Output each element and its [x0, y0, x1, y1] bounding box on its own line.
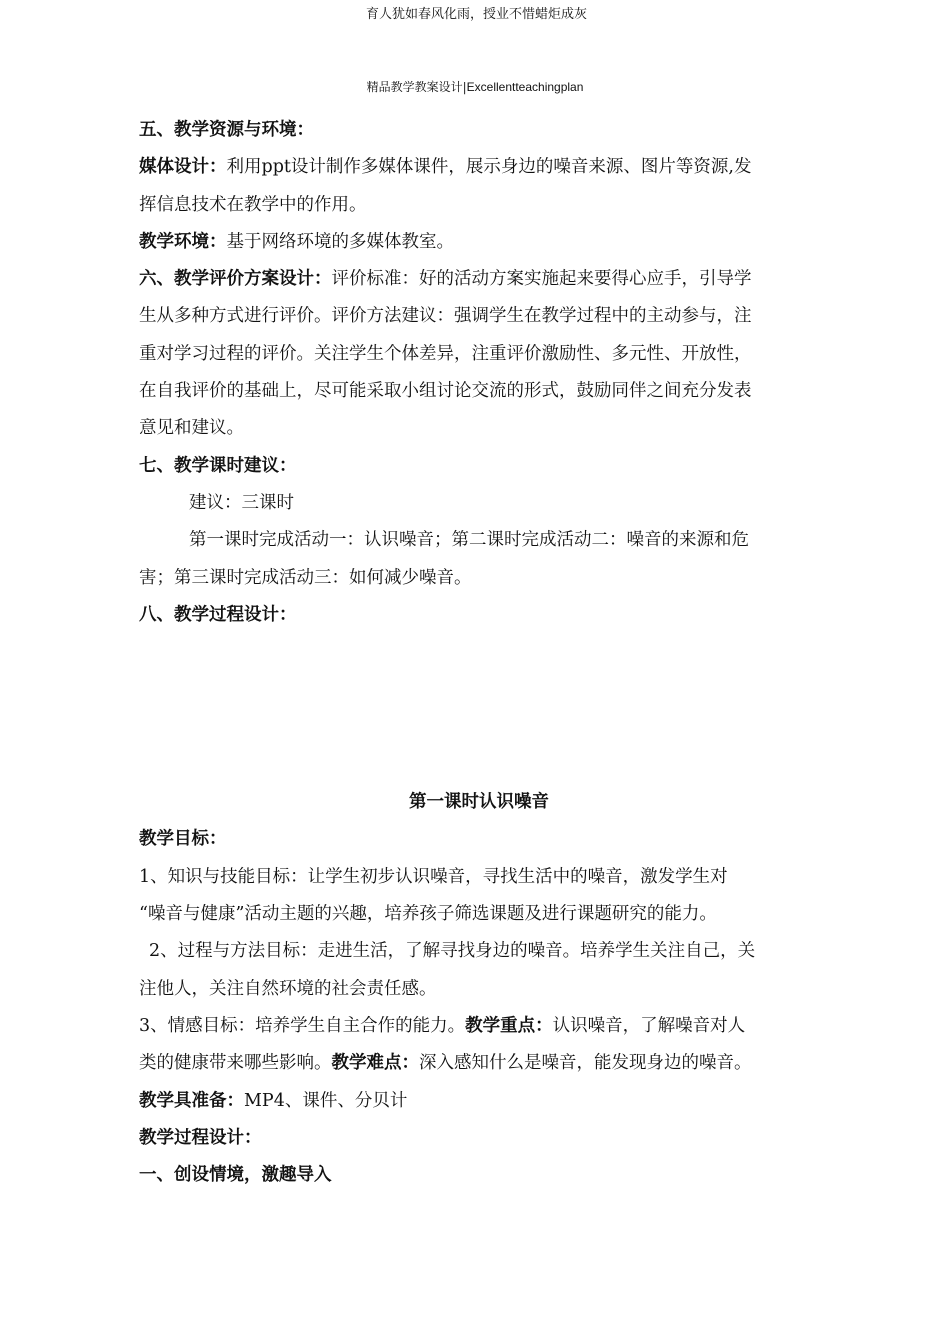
teaching-environment-label: 教学环境： [139, 231, 227, 252]
goal-1-line-1: 1、知识与技能目标：让学生初步认识噪音，寻找生活中的噪音，激发学生对 [139, 866, 728, 887]
difficulty-label: 教学难点： [331, 1053, 419, 1074]
materials-line [139, 1083, 819, 1120]
section-6-line-2: 生从多种方式进行评价。评价方法建议：强调学生在教学过程中的主动参与，注 [139, 306, 752, 327]
media-design-label: 媒体设计： [139, 157, 227, 178]
section-5-title: 五、教学资源与环境： [139, 120, 314, 140]
section-7-schedule-line-1: 第一课时完成活动一：认识噪音；第二课时完成活动二：噪音的来源和危 [189, 530, 749, 551]
media-design-line-1 [139, 149, 819, 186]
teaching-environment-text: 基于网络环境的多媒体教室。 [226, 231, 454, 252]
goal-1-line-2: “噪音与健康”活动主题的兴趣，培养孩子筛选课题及进行课题研究的能力。 [139, 904, 717, 925]
section-6-line-5: 意见和建议。 [139, 418, 244, 439]
media-design-line-2: 挥信息技术在教学中的作用。 [139, 194, 367, 215]
header-english: Excellentteachingplan [466, 80, 584, 94]
section-6-line-4: 在自我评价的基础上，尽可能采取小组讨论交流的形式，鼓励同伴之间充分发表 [139, 381, 752, 402]
goal-2-line-1: 2、过程与方法目标：走进生活，了解寻找身边的噪音。培养学生关注自己，关 [149, 941, 756, 962]
key-point-label: 教学重点： [465, 1015, 553, 1036]
lesson-title: 第一课时认识噪音 [409, 792, 549, 813]
goal-3-line-1 [139, 1008, 819, 1045]
teaching-goals-title: 教学目标： [139, 829, 227, 850]
media-design-text: 利用ppt设计制作多媒体课件，展示身边的噪音来源、图片等资源,发 [226, 157, 752, 178]
goal-3-text: 3、情感目标：培养学生自主合作的能力。 [139, 1015, 466, 1036]
process-title: 教学过程设计： [139, 1127, 262, 1148]
section-6-line-3: 重对学习过程的评价。关注学生个体差异，注重评价激励性、多元性、开放性， [139, 343, 752, 364]
blank-space [139, 634, 819, 784]
section-8-title: 八、教学过程设计： [139, 604, 297, 625]
section-6-text: 评价标准：好的活动方案实施起来要得心应手，引导学 [331, 269, 752, 290]
section-6-line-1 [139, 261, 819, 298]
header-chinese: 精品教学教案设计| [366, 80, 467, 94]
page-header [0, 78, 950, 95]
teaching-environment-line [139, 224, 819, 261]
document-body [139, 112, 819, 1194]
difficulty-text: 深入感知什么是噪音，能发现身边的噪音。 [419, 1053, 752, 1074]
header-motto: 育人犹如春风化雨，授业不惜蜡炬成灰 [366, 7, 588, 22]
key-point-text: 认识噪音，了解噪音对人 [552, 1015, 746, 1036]
materials-label: 教学具准备： [139, 1090, 244, 1111]
materials-text: MP4、课件、分贝计 [244, 1090, 408, 1111]
key-point-text-cont: 类的健康带来哪些影响。 [139, 1053, 332, 1074]
section-7-schedule-line-2: 害；第三课时完成活动三：如何减少噪音。 [139, 567, 472, 588]
section-7-suggestion: 建议：三课时 [189, 492, 294, 513]
goal-2-line-2: 注他人，关注自然环境的社会责任感。 [139, 978, 437, 999]
section-7-title: 七、教学课时建议： [139, 455, 297, 476]
goal-3-line-2 [139, 1045, 819, 1082]
step-1-title: 一、创设情境，激趣导入 [139, 1165, 332, 1186]
section-6-title: 六、教学评价方案设计： [139, 269, 332, 290]
